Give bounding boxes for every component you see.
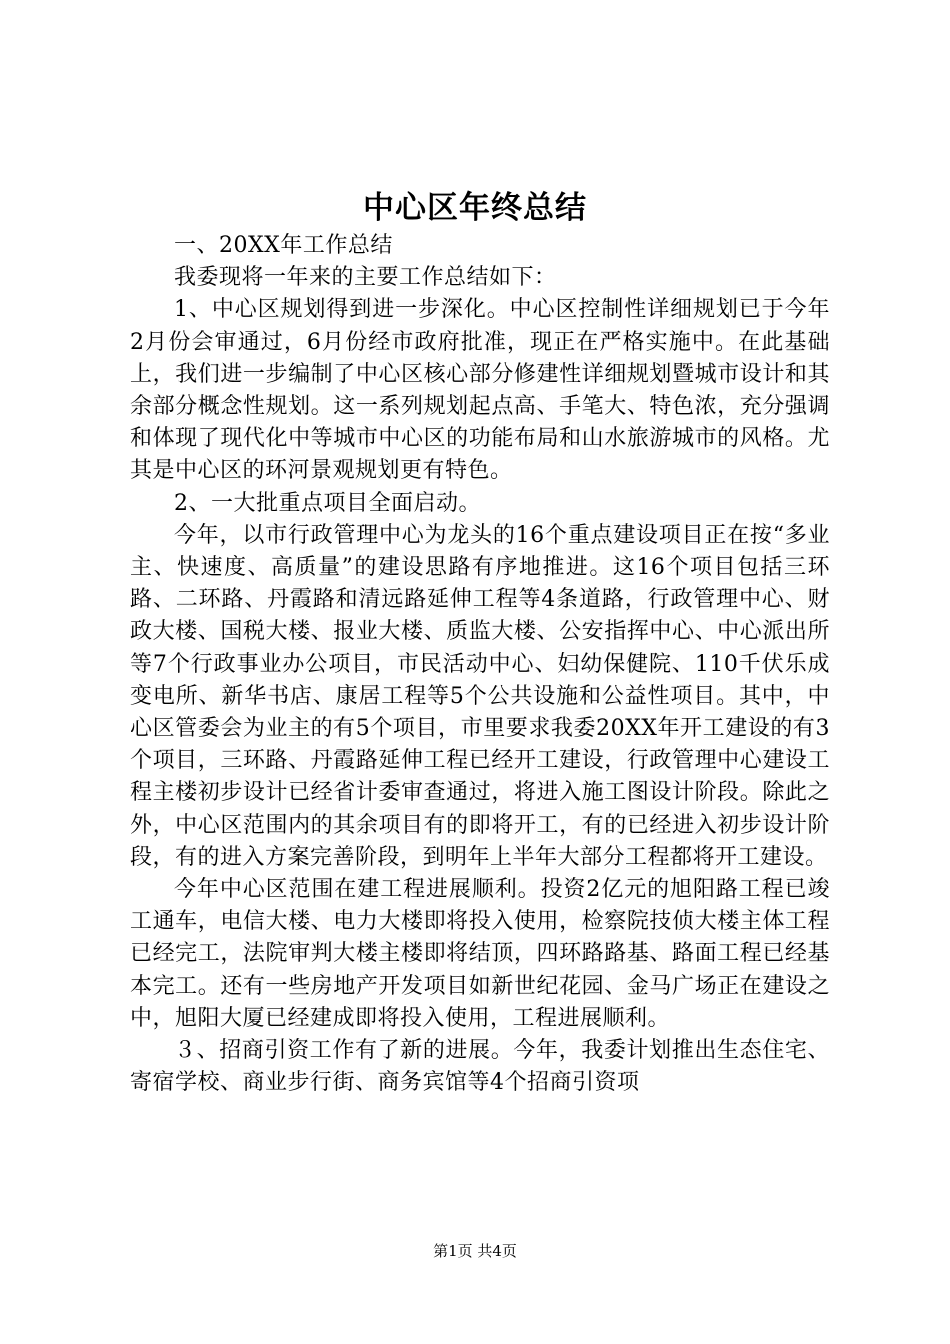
paragraph-construction: 今年中心区范围在建工程进展顺利。投资2亿元的旭阳路工程已竣工通车，电信大楼、电力大楼即将投入使用，检察院技侦大楼主体工程已经完工，法院审判大楼主楼即将结顶，四环路路基、路面工程已经基本完工。还有一些房地产开发项目如新世纪花园、金马广场正在建设之中，旭阳大厦已经建成即将投入使用，工程进展顺利。 <box>130 877 830 1031</box>
intro-paragraph: 我委现将一年来的主要工作总结如下： <box>174 265 557 291</box>
page-title: 中心区年终总结 <box>363 190 587 226</box>
page-number: 第1页 共4页 <box>433 1242 517 1260</box>
paragraph-investment: ３、招商引资工作有了新的进展。今年，我委计划推出生态住宅、寄宿学校、商业步行街、商务宾馆等4个招商引资项 <box>130 1038 830 1096</box>
paragraph-key-projects: 今年，以市行政管理中心为龙头的16个重点建设项目正在按“多业主、快速度、高质量”的建设思路有序地推进。这16个项目包括三环路、二环路、丹霞路和清远路延伸工程等4条道路，行政管理中心、财政大楼、国税大楼、报业大楼、质监大楼、公安指挥中心、中心派出所等7个行政事业办公项目，市民活动中心、妇幼保健院、110千伏乐成变电所、新华书店、康居工程等5个公共设施和公益性项目。其中，中心区管委会为业主的有5个项目，市里要求我委20XX年开工建设的有3个项目，三环路、丹霞路延伸工程已经开工建设，行政管理中心建设工程主楼初步设计已经省计委审查通过，将进入施工图设计阶段。除此之外，中心区范围内的其余项目有的即将开工，有的已经进入初步设计阶段，有的进入方案完善阶段，到明年上半年大部分工程都将开工建设。 <box>130 522 830 870</box>
paragraph-planning: 1、中心区规划得到进一步深化。中心区控制性详细规划已于今年2月份会审通过，6月份经市政府批准，现正在严格实施中。在此基础上，我们进一步编制了中心区核心部分修建性详细规划暨城市设计和其余部分概念性规划。这一系列规划起点高、手笔大、特色浓，充分强调和体现了现代化中等城市中心区的功能布局和山水旅游城市的风格。尤其是中心区的环河景观规划更有特色。 <box>130 297 830 484</box>
paragraph-projects-heading: 2、一大批重点项目全面启动。 <box>174 490 481 516</box>
section-heading: 一、20XX年工作总结 <box>174 233 393 258</box>
document-body <box>130 230 830 1099</box>
